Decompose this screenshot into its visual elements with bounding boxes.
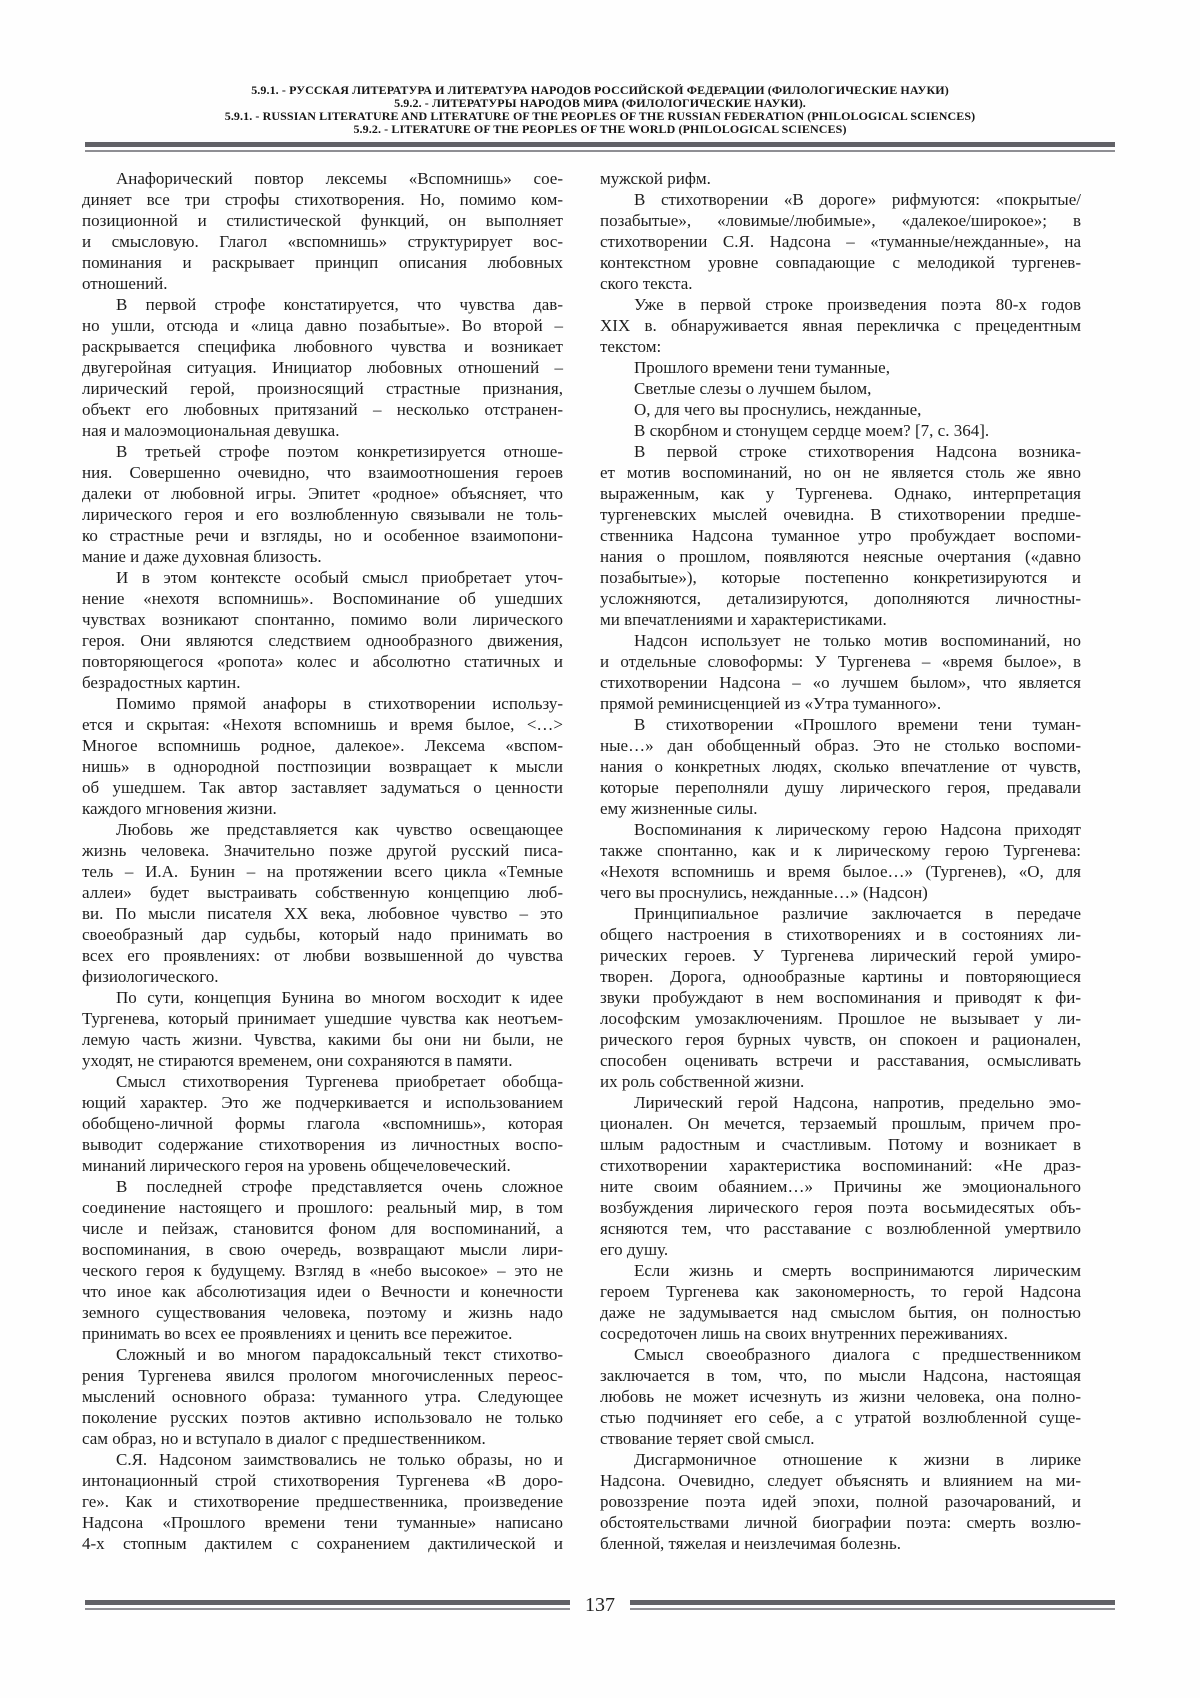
text-line: творен. Дорога, однообразные картины и повторяющиеся (600, 967, 1081, 986)
paragraph (82, 1344, 563, 1449)
text-line: далеки от любовной игры. Эпитет «родное» объясняет, что (82, 484, 563, 503)
text-line: контекстном уровне совпадающие с мелодикой тургенев- (600, 253, 1081, 272)
paragraph (600, 168, 1081, 189)
header-line-ru-2: 5.9.2. - ЛИТЕРАТУРЫ НАРОДОВ МИРА (ФИЛОЛОГИЧЕСКИЕ НАУКИ). (394, 96, 806, 110)
text-line: Надсона. Очевидно, следует объяснять и влиянием на ми- (600, 1471, 1081, 1490)
text-line: Сложный и во многом парадоксальный текст стихотво- (116, 1345, 563, 1364)
text-line: лирический герой, произносящий страстные признания, (82, 379, 563, 398)
paragraph (82, 294, 563, 441)
text-line: сам образ, но и вступало в диалог с предшественником. (82, 1429, 486, 1448)
text-line: Любовь же представляется как чувство освещающее (116, 820, 563, 839)
footer-rule-left (85, 1600, 570, 1610)
text-line: В стихотворении «В дороге» рифмуются: «покрытые/ (634, 190, 1081, 209)
paragraph (600, 1344, 1081, 1449)
text-line: позабытые»), которые постепенно конкретизируются и (600, 568, 1081, 587)
text-line: В стихотворении «Прошлого времени тени туман- (634, 715, 1081, 734)
text-line: рического героя бурных чувств, он спокоен и рационален, (600, 1030, 1081, 1049)
verse-block (600, 357, 1081, 441)
text-line: числе и пейзаж, становится фоном для воспоминаний, а (82, 1219, 563, 1238)
text-line: воспоминания, в свою очередь, возвращают мысли лири- (82, 1240, 563, 1259)
text-line: безрадостных картин. (82, 673, 241, 692)
text-line: Анафорический повтор лексемы «Вспомнишь» сое- (116, 169, 563, 188)
text-line: ровоззрение поэта идей эпохи, полной разочарований, и (600, 1492, 1081, 1511)
text-line: тургеневских мыслей очевидна. В стихотворении предше- (600, 505, 1081, 524)
paragraph (82, 819, 563, 987)
text-line: И в этом контексте особый смысл приобретает уточ- (116, 568, 563, 587)
text-line: сосредоточен лишь на своих внутренних переживаниях. (600, 1324, 1008, 1343)
text-line: соединение настоящего и прошлого: реальный мир, в том (82, 1198, 563, 1217)
verse-line: О, для чего вы проснулись, нежданные, (634, 400, 922, 419)
text-line: ясняются тем, что расставание с возлюбленной умертвило (600, 1219, 1081, 1238)
header-line-en-1: 5.9.1. - RUSSIAN LITERATURE AND LITERATURE OF THE PEOPLES OF THE RUSSIAN FEDERATION (PHILOLOGICAL SCIENCES) (224, 109, 976, 123)
text-line: интонационный строй стихотворения Тургенева «В доро- (82, 1471, 563, 1490)
text-line: его душу. (600, 1240, 669, 1259)
text-line: чувствах возникают спонтанно, помимо воли лирического (82, 610, 563, 629)
text-line: мание и даже духовная близость. (82, 547, 322, 566)
text-line: Надсон использует не только мотив воспоминаний, но (634, 631, 1081, 650)
paragraph (82, 1449, 563, 1554)
text-line: ет мотив воспоминаний, но он не является столь же явно (600, 463, 1081, 482)
text-line: В первой строке стихотворения Надсона возника- (634, 442, 1081, 461)
text-line: лирического героя и его возлюбленную связывали не толь- (82, 505, 563, 524)
text-line: рических героев. У Тургенева лирический герой умиро- (600, 946, 1081, 965)
text-line: их роль собственной жизни. (600, 1072, 805, 1091)
text-line: аллеи» будет выстраивать собственную концепцию люб- (82, 883, 563, 902)
text-line: Лирический герой Надсона, напротив, предельно эмо- (634, 1093, 1081, 1112)
text-line: Надсона «Прошлого времени тени туманные» написано (82, 1513, 563, 1532)
text-line: мужской рифм. (600, 169, 711, 188)
text-line: бленной, тяжелая и неизлечимая болезнь. (600, 1534, 902, 1553)
text-line: Воспоминания к лирическому герою Надсона приходят (634, 820, 1081, 839)
journal-section-header (85, 84, 1115, 136)
text-line: но ушли, отсюда и «лица давно позабытые». Во второй – (82, 316, 563, 335)
text-line: стихотворении С.Я. Надсона – «туманные/нежданные», на (600, 232, 1081, 251)
text-line: нания о прошлом, появляются неясные очертания («давно (600, 547, 1081, 566)
text-line: Многое вспомнишь родное, далекое». Лексема «вспом- (82, 736, 563, 755)
text-column-right (600, 168, 1081, 1554)
paragraph (82, 987, 563, 1071)
text-line: каждого мгновения жизни. (82, 799, 277, 818)
text-line: ственника Надсона туманное утро пробуждает воспоми- (600, 526, 1081, 545)
text-line: повторяющегося «ропота» колес и абсолютно статичных и (82, 652, 563, 671)
text-line: В первой строфе констатируется, что чувства дав- (116, 295, 563, 314)
text-line: об ушедшем. Так автор заставляет задуматься о ценности (82, 778, 563, 797)
header-line-ru-1: 5.9.1. - РУССКАЯ ЛИТЕРАТУРА И ЛИТЕРАТУРА НАРОДОВ РОССИЙСКОЙ ФЕДЕРАЦИИ (ФИЛОЛОГИЧЕСКИЕ НАУКИ) (251, 83, 949, 97)
text-line: героем Тургенева как закономерность, то герой Надсона (600, 1282, 1081, 1301)
text-line: 4-х стопным дактилем с сохранением дактилической и (82, 1534, 563, 1553)
text-line: стью подчиняет его себе, а с утратой возлюбленной суще- (600, 1408, 1081, 1427)
text-line: поколение русских поэтов активно использовало не только (82, 1408, 563, 1427)
paragraph (600, 819, 1081, 903)
paragraph (600, 1092, 1081, 1260)
paragraph (82, 1071, 563, 1176)
text-line: обобщено-личной формы глагола «вспомнишь», которая (82, 1114, 563, 1133)
verse-line: Прошлого времени тени туманные, (634, 358, 890, 377)
text-line: обстоятельствами личной биографии поэта: смерть возлю- (600, 1513, 1081, 1532)
text-line: Тургенева, который принимает ушедшие чувства как неотъем- (82, 1009, 563, 1028)
text-line: Принципиальное различие заключается в передаче (634, 904, 1081, 923)
text-line: отношений. (82, 274, 168, 293)
text-line: Помимо прямой анафоры в стихотворении использу- (116, 694, 563, 713)
text-line: поминания и раскрывает принцип описания любовных (82, 253, 563, 272)
text-line: Смысл своеобразного диалога с предшественником (634, 1345, 1081, 1364)
text-line: звуки пробуждают в нем воспоминания и приводят к фи- (600, 988, 1081, 1007)
text-line: уходят, не стираются временем, они сохраняются в памяти. (82, 1051, 513, 1070)
verse-line: В скорбном и стонущем сердце моем? [7, с. 364]. (634, 421, 990, 440)
paragraph (600, 294, 1081, 357)
page-number: 137 (585, 1594, 615, 1616)
paragraph (600, 903, 1081, 1092)
text-line: ге». Как и стихотворение предшественника, произведение (82, 1492, 563, 1511)
text-line: ния. Совершенно очевидно, что взаимоотношения героев (82, 463, 563, 482)
text-line: ционален. Он мечется, терзаемый прошлым, причем про- (600, 1114, 1081, 1133)
text-line: Дисгармоничное отношение к жизни в лирике (634, 1450, 1081, 1469)
page-footer (85, 1595, 1115, 1615)
text-line: XIX в. обнаруживается явная перекличка с прецедентным (600, 316, 1081, 335)
text-line: раскрывается специфика любовного чувства и возникает (82, 337, 563, 356)
text-line: ского текста. (600, 274, 693, 293)
text-line: лософским умозаключениям. Прошлое не вызывает у ли- (600, 1009, 1081, 1028)
text-line: даже не задумывается над смыслом бытия, он полностью (600, 1303, 1081, 1322)
text-line: ему жизненные силы. (600, 799, 758, 818)
paragraph (82, 567, 563, 693)
text-line: ется и скрытая: «Нехотя вспомнишь и время былое, <…> (82, 715, 563, 734)
text-line: физиологического. (82, 967, 219, 986)
text-line: Уже в первой строке произведения поэта 80-х годов (634, 295, 1081, 314)
paragraph (82, 441, 563, 567)
text-line: нания о конкретных людях, сколько впечатление от чувств, (600, 757, 1081, 776)
text-line: диняет все три строфы стихотворения. Но, помимо ком- (82, 190, 563, 209)
text-line: и отдельные словоформы: У Тургенева – «время былое», в (600, 652, 1081, 671)
text-line: всех его проявлениях: от любви возвышенной до чувства (82, 946, 563, 965)
paragraph (600, 441, 1081, 630)
text-line: объект его любовных притязаний – несколько отстранен- (82, 400, 563, 419)
text-line: позабытые», «ловимые/любимые», «далекое/широкое»; в (600, 211, 1081, 230)
text-line: лемую часть жизни. Чувства, какими бы они ни были, не (82, 1030, 563, 1049)
paragraph (600, 1449, 1081, 1554)
text-line: ви. По мысли писателя XX века, любовное чувство – это (82, 904, 563, 923)
text-line: текстом: (600, 337, 662, 356)
text-line: В третьей строфе поэтом конкретизируется отноше- (116, 442, 563, 461)
text-line: двугеройная ситуация. Инициатор любовных отношений – (82, 358, 563, 377)
text-line: возбуждения лирического героя поэта восьмидесятых объ- (600, 1198, 1081, 1217)
paragraph (82, 693, 563, 819)
text-line: позиционной и стилистической функций, он выполняет (82, 211, 563, 230)
text-line: ко страстные речи и взгляды, но и особенное взаимопони- (82, 526, 563, 545)
text-line: ные…» дан обобщенный образ. Это не столько воспоми- (600, 736, 1081, 755)
verse-line: Светлые слезы о лучшем былом, (634, 379, 872, 398)
paragraph (600, 1260, 1081, 1344)
text-line: способен оценивать встречи и расставания, осмысливать (600, 1051, 1081, 1070)
text-line: нение «нехотя вспомнишь». Воспоминание об ушедших (82, 589, 563, 608)
text-line: чего вы проснулись, нежданные…» (Надсон) (600, 883, 928, 902)
text-line: «Нехотя вспомнишь и время былое…» (Тургенев), «О, для (600, 862, 1081, 881)
text-line: По сути, концепция Бунина во многом восходит к идее (116, 988, 563, 1007)
text-line: принимать во всех ее проявлениях и ценить все пережитое. (82, 1324, 513, 1343)
text-line: стихотворении Надсона – «о лучшем былом», что является (600, 673, 1081, 692)
text-line: Смысл стихотворения Тургенева приобретает обобща- (116, 1072, 563, 1091)
text-line: ните своим обаянием…» Причины же эмоционального (600, 1177, 1081, 1196)
text-line: жизнь человека. Значительно позже другой русский писа- (82, 841, 563, 860)
text-column-left (82, 168, 563, 1554)
text-line: Если жизнь и смерть воспринимаются лирическим (634, 1261, 1081, 1280)
text-line: прямой реминисценцией из «Утра туманного». (600, 694, 942, 713)
header-divider-rule (85, 142, 1115, 152)
text-line: шлым радостным и счастливым. Потому и возникает в (600, 1135, 1081, 1154)
text-line: которые переполняли душу лирического героя, предавали (600, 778, 1081, 797)
text-line: общего настроения в стихотворениях и в состояниях ли- (600, 925, 1081, 944)
paragraph (600, 714, 1081, 819)
footer-rule-right (630, 1600, 1115, 1610)
paragraph (82, 1176, 563, 1344)
text-line: тель – И.А. Бунин – на протяжении всего цикла «Темные (82, 862, 563, 881)
text-line: героя. Они являются следствием однообразного движения, (82, 631, 563, 650)
text-line: выраженным, как у Тургенева. Однако, интерпретация (600, 484, 1081, 503)
text-line: стихотворении характеристика воспоминаний: «Не драз- (600, 1156, 1081, 1175)
text-line: заключается в том, что, по мысли Надсона, настоящая (600, 1366, 1081, 1385)
text-line: ческого героя к будущему. Взгляд в «небо высокое» – это не (82, 1261, 563, 1280)
text-line: и смысловую. Глагол «вспомнишь» структурирует вос- (82, 232, 563, 251)
text-line: своеобразный дар судьбы, который надо принимать во (82, 925, 563, 944)
text-line: любовь не может исчезнуть из жизни человека, она полно- (600, 1387, 1081, 1406)
text-line: ющий характер. Это же подчеркивается и использованием (82, 1093, 563, 1112)
paragraph (600, 189, 1081, 294)
text-line: минаний лирического героя на уровень общечеловеческий. (82, 1156, 511, 1175)
text-line: ствование теряет свой смысл. (600, 1429, 815, 1448)
text-line: ная и малоэмоциональная девушка. (82, 421, 340, 440)
text-line: ми впечатлениями и характеристиками. (600, 610, 887, 629)
text-line: что иное как абсолютизация идеи о Вечности и конечности (82, 1282, 563, 1301)
text-line: В последней строфе представляется очень сложное (116, 1177, 563, 1196)
header-line-en-2: 5.9.2. - LITERATURE OF THE PEOPLES OF THE WORLD (PHILOLOGICAL SCIENCES) (353, 122, 847, 136)
text-line: мыслений основного образа: туманного утра. Следующее (82, 1387, 563, 1406)
text-line: земного существования человека, поэтому и жизнь надо (82, 1303, 563, 1322)
text-line: также спонтанно, как и к лирическому герою Тургенева: (600, 841, 1081, 860)
text-line: нишь» в однородной постпозиции возвращает к мысли (82, 757, 563, 776)
paragraph (600, 630, 1081, 714)
text-line: С.Я. Надсоном заимствовались не только образы, но и (116, 1450, 563, 1469)
text-line: рения Тургенева явился прологом многочисленных переос- (82, 1366, 563, 1385)
text-line: выводит содержание стихотворения из личностных воспо- (82, 1135, 563, 1154)
text-line: усложняются, детализируются, дополняются личностны- (600, 589, 1081, 608)
paragraph (82, 168, 563, 294)
